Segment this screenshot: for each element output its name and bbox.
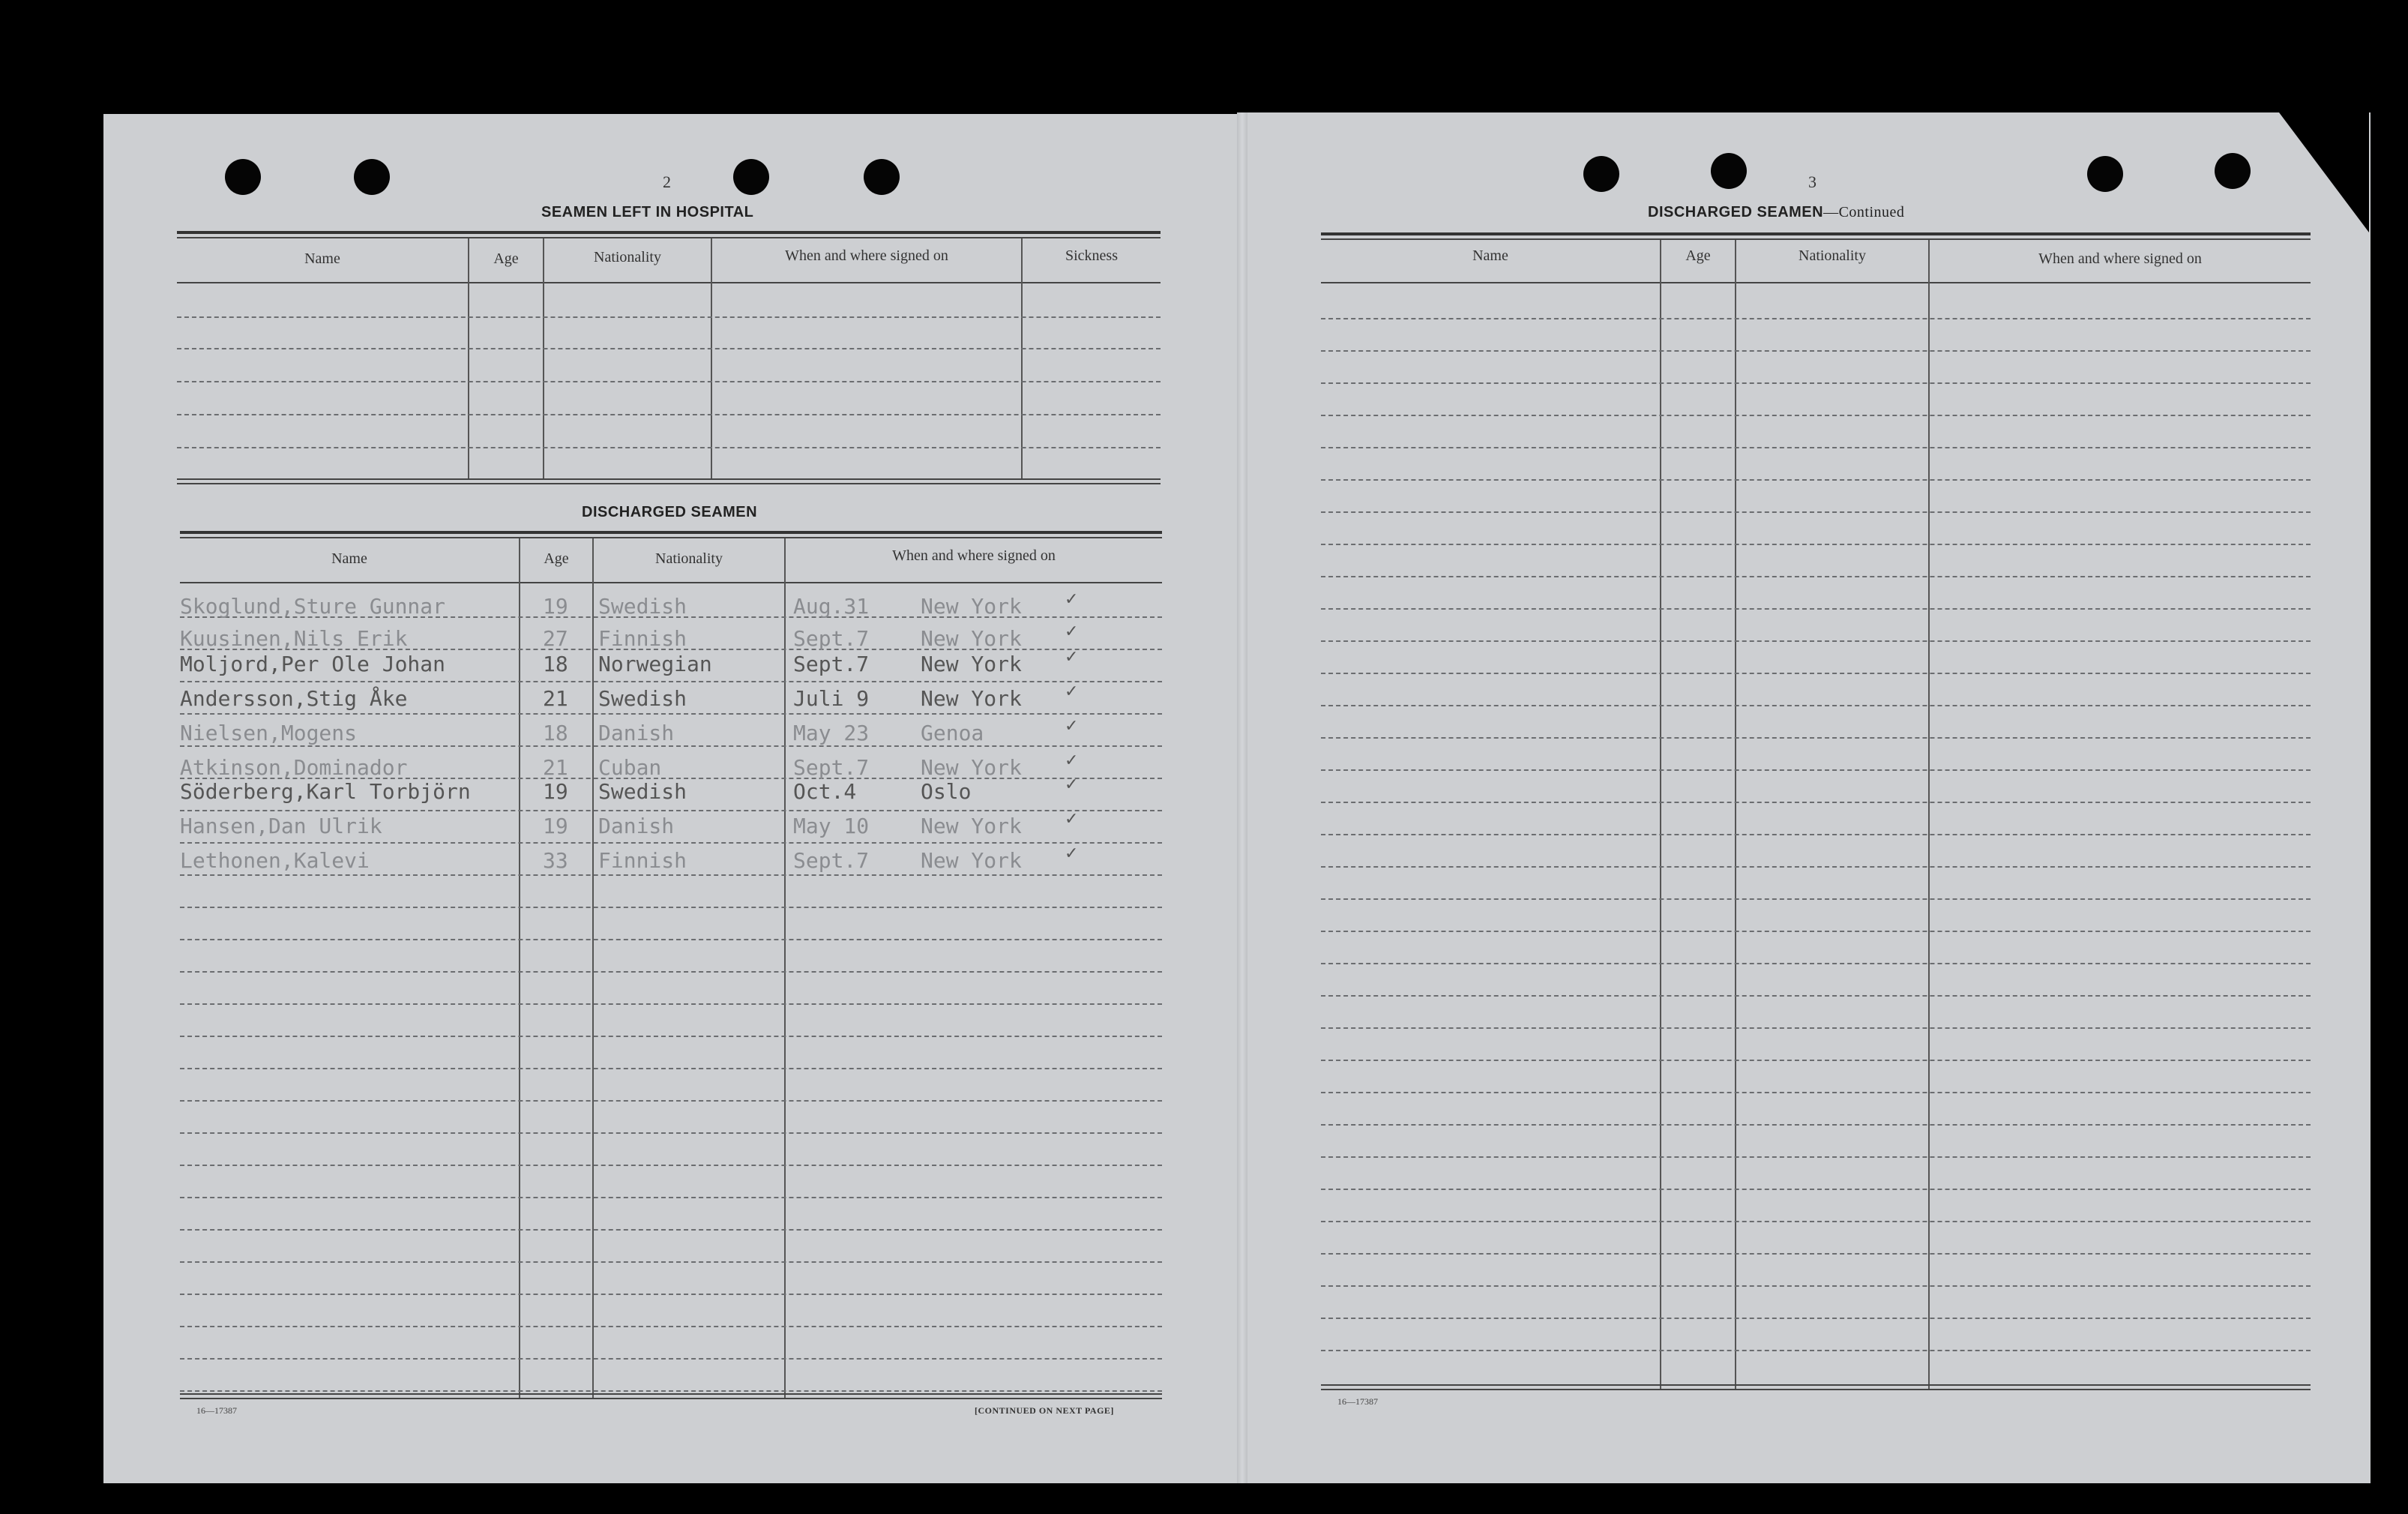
row-nationality: Norwegian: [598, 652, 712, 676]
row-line: [180, 907, 1162, 908]
column-divider: [468, 238, 469, 480]
row-line: [1321, 1350, 2311, 1351]
row-place: New York: [921, 755, 1022, 780]
column-header-age: Age: [493, 250, 519, 267]
row-line: [180, 810, 1162, 811]
column-header-nationality: Nationality: [594, 249, 661, 265]
table-top-rule: [180, 531, 1162, 534]
row-line: [1321, 479, 2311, 481]
column-divider: [1021, 238, 1023, 480]
column-divider: [592, 538, 594, 1398]
row-line: [1321, 1124, 2311, 1126]
row-date: Sept.7: [793, 755, 870, 780]
row-line: [180, 842, 1162, 844]
row-line: [1321, 802, 2311, 803]
row-line: [1321, 866, 2311, 868]
row-name: Atkinson,Dominador: [180, 755, 408, 780]
punch-hole: [1583, 156, 1619, 192]
row-line: [1321, 576, 2311, 577]
row-line: [180, 713, 1162, 715]
header-bottom-rule: [177, 282, 1161, 283]
row-line: [1321, 898, 2311, 900]
row-line: [1321, 995, 2311, 997]
row-line: [180, 939, 1162, 940]
row-date: Sept.7: [793, 848, 870, 873]
row-date: Sept.7: [793, 626, 870, 651]
row-name: Moljord,Per Ole Johan: [180, 652, 446, 676]
row-place: New York: [921, 848, 1022, 873]
check-mark: ✓: [1065, 622, 1079, 641]
column-divider: [1928, 240, 1930, 1389]
row-age: 18: [543, 721, 568, 745]
row-line: [177, 316, 1161, 318]
section-title-hospital: SEAMEN LEFT IN HOSPITAL: [541, 204, 754, 220]
column-header-age: Age: [544, 550, 569, 567]
row-line: [1321, 1221, 2311, 1222]
row-nationality: Finnish: [598, 626, 687, 651]
punch-hole: [354, 159, 390, 195]
title-main: DISCHARGED SEAMEN: [1648, 204, 1824, 220]
row-line: [1321, 1092, 2311, 1093]
row-name: Skoglund,Sture Gunnar: [180, 594, 446, 619]
row-line: [180, 971, 1162, 973]
row-line: [180, 1165, 1162, 1166]
table-bottom-rule: [177, 483, 1161, 484]
row-line: [1321, 1027, 2311, 1029]
table-top-rule: [177, 231, 1161, 234]
row-line: [177, 414, 1161, 415]
row-line: [180, 1294, 1162, 1295]
column-divider: [711, 238, 712, 480]
table-top-rule: [177, 237, 1161, 238]
section-title-discharged: DISCHARGED SEAMEN: [582, 504, 758, 520]
row-date: Sept.7: [793, 652, 870, 676]
column-divider: [543, 238, 544, 480]
row-nationality: Swedish: [598, 594, 687, 619]
row-date: Oct.4: [793, 779, 857, 804]
row-line: [1321, 963, 2311, 964]
punch-hole: [1711, 153, 1747, 189]
row-date: May 10: [793, 814, 870, 838]
header-bottom-rule: [180, 582, 1162, 583]
row-age: 18: [543, 652, 568, 676]
row-line: [1321, 1253, 2311, 1255]
column-divider: [784, 538, 786, 1398]
row-line: [1321, 931, 2311, 932]
row-age: 21: [543, 686, 568, 711]
row-date: Aug.31: [793, 594, 870, 619]
row-line: [177, 447, 1161, 448]
row-age: 33: [543, 848, 568, 873]
row-name: Kuusinen,Nils Erik: [180, 626, 408, 651]
row-line: [180, 1229, 1162, 1231]
check-mark: ✓: [1065, 682, 1079, 701]
row-age: 19: [543, 594, 568, 619]
row-name: Nielsen,Mogens: [180, 721, 358, 745]
row-date: Juli 9: [793, 686, 870, 711]
table-top-rule: [180, 537, 1162, 538]
row-line: [180, 1326, 1162, 1327]
row-line: [180, 1197, 1162, 1198]
column-header-name: Name: [1472, 247, 1508, 264]
row-line: [177, 348, 1161, 349]
row-line: [180, 1068, 1162, 1069]
row-line: [180, 681, 1162, 682]
check-mark: ✓: [1065, 775, 1079, 794]
continued-note: [CONTINUED ON NEXT PAGE]: [975, 1405, 1114, 1416]
column-header-signed-on: When and where signed on: [892, 547, 1056, 564]
column-header-nationality: Nationality: [655, 550, 723, 567]
row-nationality: Danish: [598, 721, 675, 745]
check-mark: ✓: [1065, 648, 1079, 667]
row-line: [1321, 1156, 2311, 1158]
column-header-name: Name: [331, 550, 367, 567]
row-place: New York: [921, 652, 1022, 676]
row-line: [1321, 511, 2311, 513]
row-line: [180, 1358, 1162, 1360]
column-header-name: Name: [304, 250, 340, 267]
row-line: [1321, 544, 2311, 545]
row-line: [1321, 382, 2311, 384]
row-nationality: Finnish: [598, 848, 687, 873]
row-line: [1321, 640, 2311, 642]
column-header-nationality: Nationality: [1799, 247, 1866, 264]
table-bottom-rule: [1321, 1384, 2311, 1386]
row-line: [1321, 1285, 2311, 1287]
page-number: 2: [663, 172, 671, 191]
column-divider: [1735, 240, 1736, 1389]
punch-hole: [733, 159, 769, 195]
row-nationality: Danish: [598, 814, 675, 838]
row-date: May 23: [793, 721, 870, 745]
punch-hole: [864, 159, 900, 195]
table-bottom-rule: [180, 1393, 1162, 1395]
row-line: [180, 1003, 1162, 1005]
row-name: Lethonen,Kalevi: [180, 848, 370, 873]
row-name: Hansen,Dan Ulrik: [180, 814, 382, 838]
punch-hole: [2087, 156, 2123, 192]
form-number: 16—17387: [196, 1405, 237, 1416]
row-place: New York: [921, 594, 1022, 619]
row-line: [180, 874, 1162, 876]
row-line: [1321, 415, 2311, 416]
column-header-sickness: Sickness: [1065, 247, 1118, 264]
table-bottom-rule: [1321, 1389, 2311, 1390]
row-place: New York: [921, 814, 1022, 838]
row-line: [177, 381, 1161, 382]
row-name: Andersson,Stig Åke: [180, 686, 408, 711]
page-fold: [1237, 112, 1247, 1483]
row-line: [1321, 1189, 2311, 1190]
row-line: [1321, 318, 2311, 319]
folded-corner: [2279, 112, 2369, 232]
row-line: [1321, 673, 2311, 674]
punch-hole: [2215, 153, 2251, 189]
punch-hole: [225, 159, 261, 195]
check-mark: ✓: [1065, 810, 1079, 829]
row-line: [1321, 1318, 2311, 1319]
row-age: 19: [543, 779, 568, 804]
row-line: [1321, 608, 2311, 610]
check-mark: ✓: [1065, 590, 1079, 609]
row-line: [1321, 705, 2311, 706]
row-line: [180, 745, 1162, 747]
form-number: 16—17387: [1337, 1396, 1378, 1407]
row-line: [1321, 1060, 2311, 1061]
row-nationality: Swedish: [598, 686, 687, 711]
column-divider: [1660, 240, 1661, 1389]
title-suffix: —Continued: [1823, 204, 1905, 220]
row-nationality: Cuban: [598, 755, 662, 780]
row-line: [1321, 737, 2311, 739]
column-header-signed-on: When and where signed on: [785, 247, 948, 264]
table-top-rule: [1321, 238, 2311, 240]
table-top-rule: [1321, 232, 2311, 235]
table-bottom-rule: [177, 478, 1161, 480]
row-place: New York: [921, 626, 1022, 651]
row-line: [1321, 447, 2311, 448]
row-line: [180, 1036, 1162, 1037]
row-place: New York: [921, 686, 1022, 711]
row-line: [1321, 834, 2311, 835]
table-bottom-rule: [180, 1398, 1162, 1399]
row-place: Oslo: [921, 779, 972, 804]
column-header-signed-on: When and where signed on: [2038, 250, 2202, 267]
row-line: [180, 1132, 1162, 1134]
column-divider: [519, 538, 520, 1398]
row-place: Genoa: [921, 721, 984, 745]
check-mark: ✓: [1065, 751, 1079, 770]
row-nationality: Swedish: [598, 779, 687, 804]
row-name: Söderberg,Karl Torbjörn: [180, 779, 471, 804]
row-age: 19: [543, 814, 568, 838]
row-age: 27: [543, 626, 568, 651]
check-mark: ✓: [1065, 844, 1079, 863]
row-line: [180, 1261, 1162, 1263]
column-header-age: Age: [1685, 247, 1711, 264]
row-line: [1321, 350, 2311, 352]
page-number: 3: [1808, 172, 1816, 191]
row-line: [1321, 769, 2311, 771]
row-line: [180, 1100, 1162, 1102]
header-bottom-rule: [1321, 282, 2311, 283]
section-title-discharged-continued: [1648, 204, 1904, 221]
check-mark: ✓: [1065, 717, 1079, 736]
row-line: [180, 1390, 1162, 1392]
row-age: 21: [543, 755, 568, 780]
